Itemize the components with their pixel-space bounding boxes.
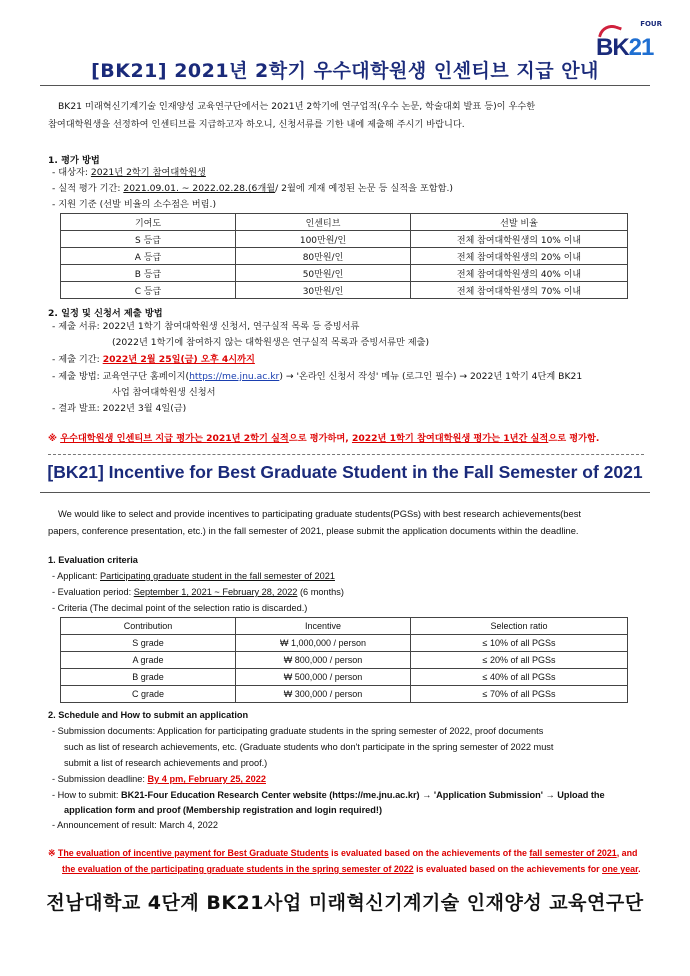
table-cell: ₩ 1,000,000 / person [236, 635, 411, 652]
korean-section-1-heading: 1. 평가 방법 [48, 155, 100, 166]
table-row [61, 265, 628, 282]
table-row [61, 231, 628, 248]
english-section-2-heading: 2. Schedule and How to submit an application [48, 710, 249, 720]
table-header-cell: 인센티브 [236, 214, 411, 231]
korean-title: [BK21] 2021년 2학기 우수대학원생 인센티브 지급 안내 [91, 60, 599, 82]
organization-footer: 전남대학교 4단계 BK21사업 미래혁신기계기술 인재양성 교육연구단 [46, 892, 644, 914]
table-header-cell: 기여도 [61, 214, 236, 231]
table-row [61, 282, 628, 299]
korean-criteria-table [60, 213, 628, 299]
english-intro-line-2: papers, conference presentation, etc.) in the fall semester of 2021, please submit the application documents within the deadline. [48, 525, 579, 536]
table-cell: B 등급 [61, 265, 236, 282]
english-notice-line-1: ※ The evaluation of incentive payment for Best Graduate Students is evaluated based on the achievements of the fall semester of 2021, and [48, 848, 638, 858]
table-cell: ≤ 20% of all PGSs [411, 652, 628, 669]
title-divider [40, 492, 650, 493]
korean-intro-line-1: BK21 미래혁신기계기술 인재양성 교육연구단에서는 2021년 2학기에 연구업적(우수 논문, 학술대회 발표 등)이 우수한 [58, 101, 536, 112]
english-period-line: - Evaluation period: September 1, 2021 ~ February 28, 2022 (6 months) [52, 587, 344, 597]
korean-notice: ※ 우수대학원생 인센티브 지급 평가는 2021년 2학기 실적으로 평가하며, 2022년 1학기 참여대학원생 평가는 1년간 실적으로 평가함. [48, 433, 600, 444]
table-row [61, 669, 628, 686]
homepage-link[interactable]: https://me.jnu.ac.kr [189, 371, 280, 382]
table-header-cell: Incentive [236, 618, 411, 635]
table-row [61, 635, 628, 652]
korean-method-line-2: 사업 참여대학원생 신청서 [112, 387, 216, 398]
table-cell: A grade [61, 652, 236, 669]
english-how-line-2: application form and proof (Membership registration and login required!) [64, 805, 383, 815]
logo-bk21-text: BK21 [596, 34, 654, 61]
section-divider [48, 454, 644, 455]
table-cell: C 등급 [61, 282, 236, 299]
logo-four-text: FOUR [640, 20, 662, 28]
table-header-row [61, 618, 628, 635]
table-header-cell: Contribution [61, 618, 236, 635]
table-cell: C grade [61, 686, 236, 703]
korean-target-line: - 대상자: 2021년 2학기 참여대학원생 [52, 167, 206, 178]
table-cell: 전체 참여대학원생의 40% 이내 [411, 265, 628, 282]
korean-section-2-heading: 2. 일정 및 신청서 제출 방법 [48, 308, 163, 319]
table-cell: S 등급 [61, 231, 236, 248]
table-header-cell: Selection ratio [411, 618, 628, 635]
title-divider [40, 85, 650, 86]
table-cell: 100만원/인 [236, 231, 411, 248]
english-notice-line-2: the evaluation of the participating graduate students in the spring semester of 2022 is evaluated based on the achievements for one year. [62, 864, 641, 874]
table-cell: B grade [61, 669, 236, 686]
table-cell: 80만원/인 [236, 248, 411, 265]
table-row [61, 248, 628, 265]
table-header-cell: 선발 비율 [411, 214, 628, 231]
english-criteria-line: - Criteria (The decimal point of the selection ratio is discarded.) [52, 603, 308, 613]
table-cell: 전체 참여대학원생의 10% 이내 [411, 231, 628, 248]
korean-deadline-line: - 제출 기간: 2022년 2월 25일(금) 오후 4시까지 [52, 354, 255, 365]
table-row [61, 652, 628, 669]
table-cell: ≤ 70% of all PGSs [411, 686, 628, 703]
table-header-row [61, 214, 628, 231]
english-criteria-table [60, 617, 628, 703]
table-cell: ₩ 800,000 / person [236, 652, 411, 669]
english-title: [BK21] Incentive for Best Graduate Student in the Fall Semester of 2021 [47, 462, 643, 482]
korean-docs-line-1: - 제출 서류: 2022년 1학기 참여대학원생 신청서, 연구실적 목록 등 증빙서류 [52, 321, 360, 332]
table-row [61, 686, 628, 703]
table-cell: 전체 참여대학원생의 20% 이내 [411, 248, 628, 265]
table-cell: S grade [61, 635, 236, 652]
english-intro-line-1: We would like to select and provide incentives to participating graduate students(PGSs) with best research achievements(best [58, 508, 582, 519]
english-how-line: - How to submit: BK21-Four Education Research Center website (https://me.jnu.ac.kr) → 'Application Submission' → Upload the [52, 790, 605, 800]
english-docs-line-2: such as list of research achievements, etc. (Graduate students who don't participate in the spring semester of 2022 must [64, 742, 554, 752]
table-cell: 전체 참여대학원생의 70% 이내 [411, 282, 628, 299]
table-cell: ₩ 500,000 / person [236, 669, 411, 686]
table-cell: 30만원/인 [236, 282, 411, 299]
english-deadline-line: - Submission deadline: By 4 pm, February 25, 2022 [52, 774, 266, 784]
english-section-1-heading: 1. Evaluation criteria [48, 555, 138, 565]
korean-criteria-line: - 지원 기준 (선발 비율의 소수점은 버림.) [52, 199, 217, 210]
korean-method-line: - 제출 방법: 교육연구단 홈페이지(https://me.jnu.ac.kr) → '온라인 신청서 작성' 메뉴 (로그인 필수) → 2022년 1학기 4단계 BK21 [52, 371, 583, 382]
english-applicant-line: - Applicant: Participating graduate student in the fall semester of 2021 [52, 571, 335, 581]
english-docs-line-1: - Submission documents: Application for participating graduate students in the spring semester of 2022, proof documents [52, 726, 544, 736]
table-cell: A 등급 [61, 248, 236, 265]
table-cell: ₩ 300,000 / person [236, 686, 411, 703]
korean-period-line: - 실적 평가 기간: 2021.09.01. ~ 2022.02.28.(6개월/ 2월에 게재 예정된 논문 등 실적을 포함함.) [52, 183, 454, 194]
korean-result-line: - 결과 발표: 2022년 3월 4일(금) [52, 403, 187, 414]
table-cell: 50만원/인 [236, 265, 411, 282]
korean-docs-line-2: (2022년 1학기에 참여하지 않는 대학원생은 연구실적 목록과 증빙서류만 제출) [112, 337, 430, 348]
english-docs-line-3: submit a list of research achievements and proof.) [64, 758, 268, 768]
korean-intro-line-2: 참여대학원생을 선정하여 인센티브를 지급하고자 하오니, 신청서류를 기한 내에 제출해 주시기 바랍니다. [48, 119, 465, 130]
english-result-line: - Announcement of result: March 4, 2022 [52, 820, 218, 830]
table-cell: ≤ 10% of all PGSs [411, 635, 628, 652]
table-cell: ≤ 40% of all PGSs [411, 669, 628, 686]
